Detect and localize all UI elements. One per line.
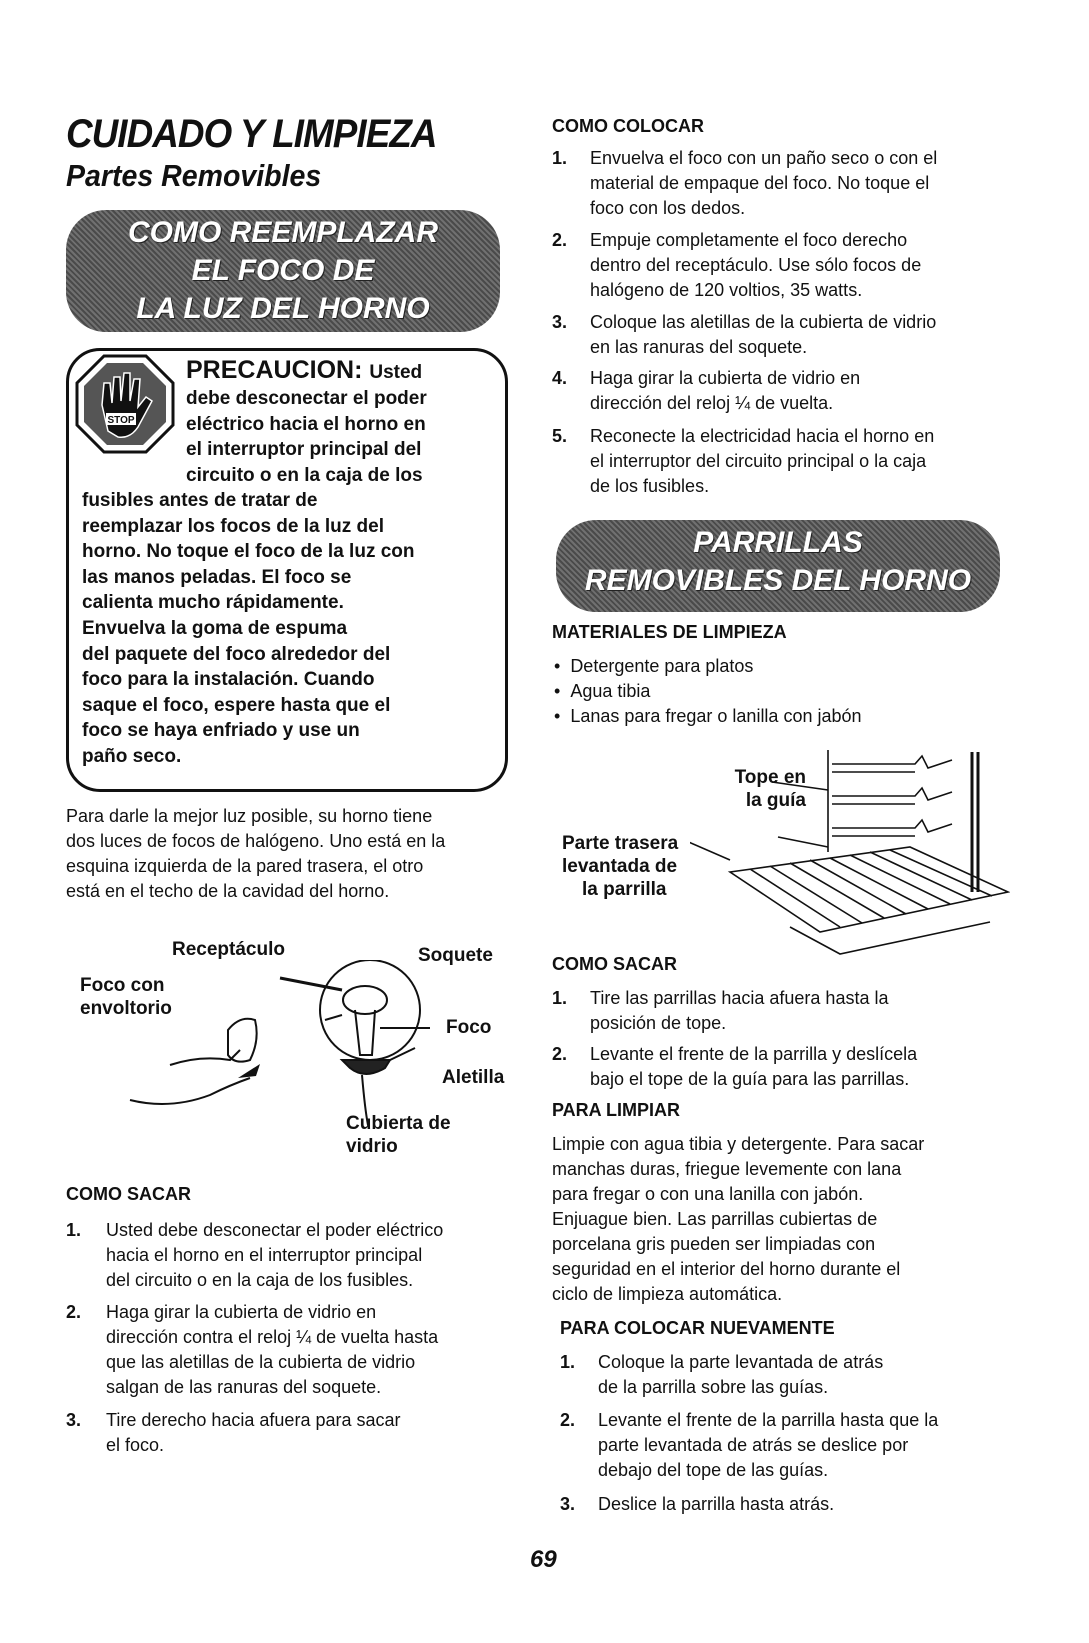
install-item-1 bbox=[552, 146, 1002, 221]
install-item-5 bbox=[552, 424, 1002, 499]
paragraph-line: esquina izquierda de la pared trasera, el otro bbox=[66, 856, 424, 876]
item-line: posición de tope. bbox=[590, 1013, 727, 1033]
label-aletilla: Aletilla bbox=[442, 1067, 505, 1088]
warning-title-tail: Usted bbox=[369, 362, 423, 383]
remove-left-item-1 bbox=[66, 1218, 506, 1293]
banner-line: PARRILLAS bbox=[693, 526, 863, 559]
item-number: 2. bbox=[552, 1044, 568, 1064]
label-line: Tope en bbox=[734, 767, 806, 788]
label-line: Parte trasera bbox=[562, 833, 679, 854]
item-line: dirección contra el reloj ¼ de vuelta hasta bbox=[106, 1327, 439, 1347]
item-number: 5. bbox=[552, 426, 568, 446]
paragraph-line: porcelana gris pueden ser limpiadas con bbox=[552, 1234, 876, 1254]
section-banner-bulb bbox=[66, 210, 500, 332]
item-line: bajo el tope de la guía para las parrillas. bbox=[590, 1069, 910, 1089]
warning-heading bbox=[186, 356, 422, 385]
item-line: en las ranuras del soquete. bbox=[590, 337, 808, 357]
paragraph-line: para fregar o con una lanilla con jabón. bbox=[552, 1184, 864, 1204]
replace-item-1 bbox=[560, 1350, 1000, 1400]
paragraph-line: Limpie con agua tibia y detergente. Para sacar bbox=[552, 1134, 925, 1154]
warning-line: calienta mucho rápidamente. bbox=[82, 592, 344, 614]
item-line: Tire derecho hacia afuera para sacar bbox=[106, 1410, 401, 1430]
item-line: de los fusibles. bbox=[590, 476, 710, 496]
item-line: del circuito o en la caja de los fusibles. bbox=[106, 1270, 414, 1290]
label-foco-con bbox=[80, 974, 172, 1020]
warning-line: fusibles antes de tratar de bbox=[82, 490, 318, 511]
warning-line: Envuelva la goma de espuma bbox=[82, 617, 348, 639]
warning-line: eléctrico hacia el horno en bbox=[186, 413, 426, 435]
paragraph-line: Enjuague bien. Las parrillas cubiertas de bbox=[552, 1209, 878, 1229]
materials-heading: MATERIALES DE LIMPIEZA bbox=[552, 622, 787, 642]
item-number: 1. bbox=[552, 988, 568, 1008]
item-line: que las aletillas de la cubierta de vidrio bbox=[106, 1352, 416, 1372]
item-line: Coloque la parte levantada de atrás bbox=[598, 1352, 884, 1372]
item-number: 3. bbox=[552, 312, 568, 332]
remove-right-item-1 bbox=[552, 986, 1002, 1036]
label-line: la guía bbox=[745, 790, 806, 811]
remove-left-heading: COMO SACAR bbox=[66, 1184, 191, 1204]
label-line: envoltorio bbox=[80, 998, 172, 1019]
warning-text-top bbox=[186, 386, 427, 488]
label-line: la parrilla bbox=[582, 879, 667, 900]
warning-line: del paquete del foco alrededor del bbox=[82, 643, 391, 665]
section-banner-racks bbox=[556, 520, 1000, 612]
item-number: 3. bbox=[66, 1410, 82, 1430]
paragraph-line: seguridad en el interior del horno durante el bbox=[552, 1259, 901, 1279]
label-cubierta bbox=[346, 1112, 451, 1158]
item-number: 2. bbox=[552, 230, 568, 250]
warning-line: paño seco. bbox=[82, 745, 182, 767]
page-subtitle: Partes Removibles bbox=[66, 158, 322, 193]
remove-right-heading: COMO SACAR bbox=[552, 954, 677, 974]
label-soquete: Soquete bbox=[418, 945, 493, 966]
item-line: parte levantada de atrás se deslice por bbox=[598, 1435, 909, 1455]
item-line: Envuelva el foco con un paño seco o con el bbox=[590, 148, 938, 168]
page-number: 69 bbox=[530, 1546, 557, 1573]
banner-line: EL FOCO DE bbox=[191, 254, 375, 287]
warning-line: el interruptor principal del bbox=[186, 439, 422, 461]
item-line: hacia el horno en el interruptor principal bbox=[106, 1245, 423, 1265]
item-line: Levante el frente de la parrilla hasta que la bbox=[598, 1410, 939, 1430]
item-text: Agua tibia bbox=[570, 681, 651, 701]
warning-line: debe desconectar el poder bbox=[186, 388, 427, 409]
item-line: Levante el frente de la parrilla y deslícela bbox=[590, 1044, 918, 1064]
item-line: halógeno de 120 voltios, 35 watts. bbox=[590, 280, 863, 300]
label-tope bbox=[716, 766, 806, 812]
materials-item: • Agua tibia bbox=[554, 681, 651, 701]
item-number: 1. bbox=[552, 148, 568, 168]
item-line: Reconecte la electricidad hacia el horno en bbox=[590, 426, 935, 446]
item-number: 3. bbox=[560, 1494, 576, 1514]
warning-line: reemplazar los focos de la luz del bbox=[82, 515, 384, 537]
item-line: Haga girar la cubierta de vidrio en bbox=[590, 368, 861, 388]
install-item-4 bbox=[552, 366, 1002, 416]
stop-hand-icon bbox=[74, 353, 176, 455]
replace-heading: PARA COLOCAR NUEVAMENTE bbox=[560, 1318, 835, 1338]
label-line: Foco con bbox=[80, 975, 165, 996]
replace-item-2 bbox=[560, 1408, 1000, 1483]
paragraph-line: manchas duras, friegue levemente con lana bbox=[552, 1159, 902, 1179]
install-item-2 bbox=[552, 228, 1002, 303]
page-title: CUIDADO Y LIMPIEZA bbox=[66, 112, 437, 156]
warning-line: horno. No toque el foco de la luz con bbox=[82, 541, 415, 563]
label-line: vidrio bbox=[346, 1136, 398, 1157]
label-receptaculo: Receptáculo bbox=[172, 939, 285, 960]
item-line: el interruptor del circuito principal o la caja bbox=[590, 451, 927, 471]
item-number: 1. bbox=[560, 1352, 576, 1372]
item-line: Haga girar la cubierta de vidrio en bbox=[106, 1302, 377, 1322]
paragraph-line: ciclo de limpieza automática. bbox=[552, 1284, 783, 1304]
materials-item: • Lanas para fregar o lanilla con jabón bbox=[554, 706, 862, 726]
install-item-3 bbox=[552, 310, 1002, 360]
intro-paragraph bbox=[66, 804, 445, 904]
item-line: el foco. bbox=[106, 1435, 165, 1455]
item-line: Coloque las aletillas de la cubierta de vidrio bbox=[590, 312, 937, 332]
banner-line: LA LUZ DEL HORNO bbox=[136, 292, 430, 325]
warning-line: saque el foco, espere hasta que el bbox=[82, 694, 391, 716]
item-line: foco con los dedos. bbox=[590, 198, 746, 218]
warning-line: circuito o en la caja de los bbox=[186, 464, 423, 486]
warning-text-bottom bbox=[82, 488, 415, 770]
label-parte-trasera bbox=[562, 832, 678, 901]
label-foco: Foco bbox=[446, 1017, 492, 1038]
remove-left-item-3 bbox=[66, 1408, 506, 1458]
item-text: Lanas para fregar o lanilla con jabón bbox=[570, 706, 862, 726]
item-line: Usted debe desconectar el poder eléctrico bbox=[106, 1220, 444, 1240]
item-line: dentro del receptáculo. Use sólo focos de bbox=[590, 255, 922, 275]
banner-line: COMO REEMPLAZAR bbox=[128, 216, 438, 249]
banner-line: REMOVIBLES DEL HORNO bbox=[584, 564, 972, 597]
warning-line: las manos peladas. El foco se bbox=[82, 566, 352, 588]
label-line: Cubierta de bbox=[346, 1113, 451, 1134]
clean-paragraph bbox=[552, 1132, 924, 1307]
item-line: salgan de las ranuras del soquete. bbox=[106, 1377, 382, 1397]
item-line: Deslice la parrilla hasta atrás. bbox=[598, 1494, 835, 1514]
item-line: debajo del tope de las guías. bbox=[598, 1460, 829, 1480]
item-number: 2. bbox=[560, 1410, 576, 1430]
item-line: Empuje completamente el foco derecho bbox=[590, 230, 908, 250]
warning-title: PRECAUCION: bbox=[186, 356, 363, 384]
item-number: 2. bbox=[66, 1302, 82, 1322]
item-line: de la parrilla sobre las guías. bbox=[598, 1377, 829, 1397]
stop-label: STOP bbox=[107, 415, 135, 426]
clean-heading: PARA LIMPIAR bbox=[552, 1100, 680, 1120]
warning-line: foco se haya enfriado y use un bbox=[82, 720, 360, 742]
item-line: Tire las parrillas hacia afuera hasta la bbox=[590, 988, 889, 1008]
materials-list bbox=[554, 654, 862, 729]
warning-line: foco para la instalación. Cuando bbox=[82, 669, 375, 691]
paragraph-line: Para darle la mejor luz posible, su horno tiene bbox=[66, 806, 433, 826]
paragraph-line: está en el techo de la cavidad del horno. bbox=[66, 881, 390, 901]
item-text: Detergente para platos bbox=[570, 656, 754, 676]
replace-item-3 bbox=[560, 1492, 1000, 1517]
paragraph-line: dos luces de focos de halógeno. Uno está en la bbox=[66, 831, 446, 851]
materials-item: • Detergente para platos bbox=[554, 656, 754, 676]
item-line: dirección del reloj ¼ de vuelta. bbox=[590, 393, 834, 413]
item-line: material de empaque del foco. No toque el bbox=[590, 173, 930, 193]
item-number: 4. bbox=[552, 368, 568, 388]
install-heading: COMO COLOCAR bbox=[552, 116, 704, 136]
remove-right-item-2 bbox=[552, 1042, 1002, 1092]
label-line: levantada de bbox=[562, 856, 678, 877]
item-number: 1. bbox=[66, 1220, 82, 1240]
remove-left-item-2 bbox=[66, 1300, 506, 1400]
